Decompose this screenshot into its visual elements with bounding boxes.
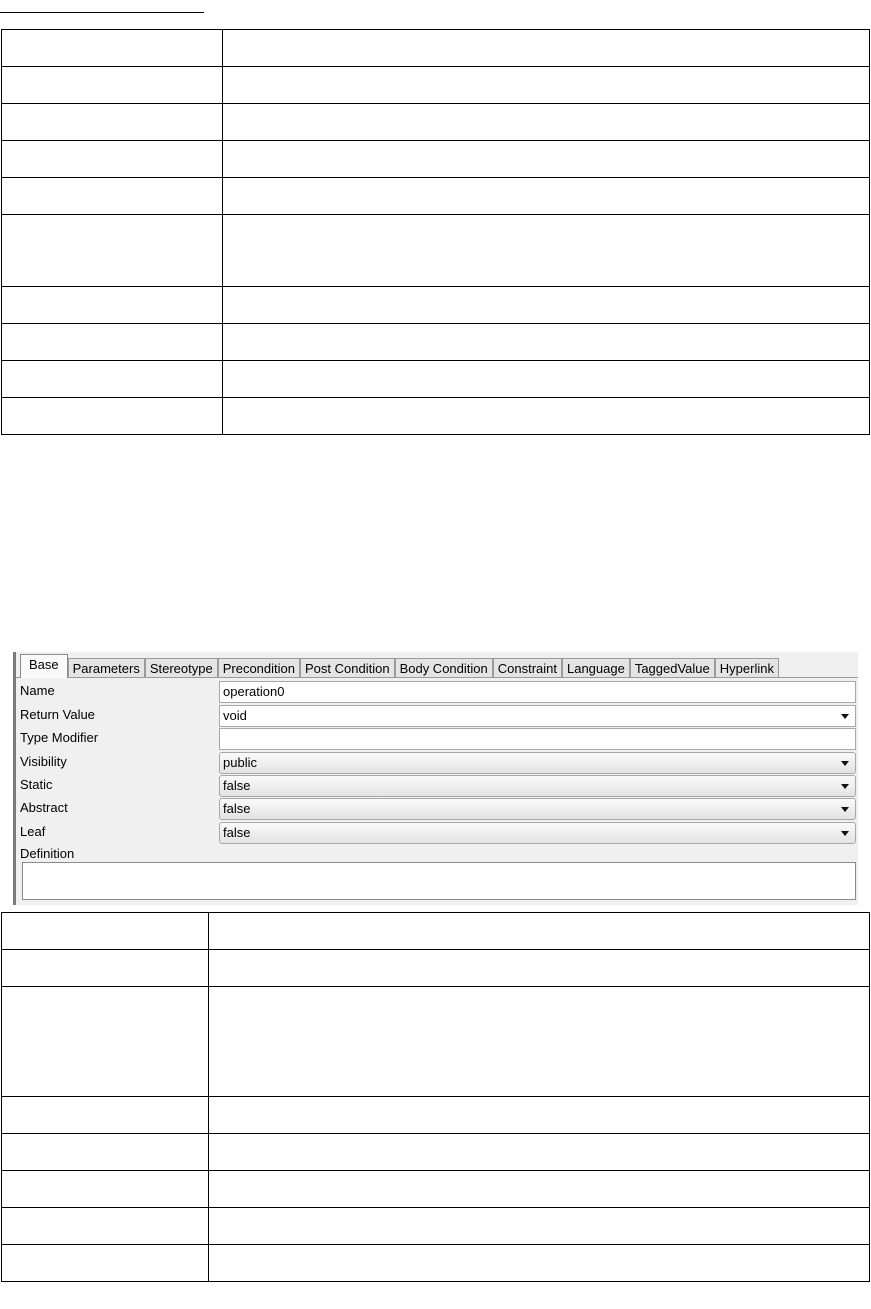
visibility-select[interactable] xyxy=(219,752,856,774)
definition-label: Definition xyxy=(20,846,75,861)
table-cell xyxy=(223,104,870,141)
table-cell xyxy=(223,178,870,215)
return-value-combo[interactable] xyxy=(219,705,856,727)
table-cell xyxy=(223,141,870,178)
table-cell xyxy=(2,987,209,1097)
name-input[interactable]: operation0 xyxy=(219,681,856,703)
table-cell xyxy=(2,1208,209,1245)
table-cell xyxy=(2,67,223,104)
table-cell xyxy=(2,361,223,398)
chevron-down-icon xyxy=(841,807,849,812)
table-cell xyxy=(209,1134,870,1171)
abstract-label: Abstract xyxy=(20,800,68,815)
tab-tagged-value[interactable]: TaggedValue xyxy=(630,658,715,678)
type-modifier-label: Type Modifier xyxy=(20,730,99,745)
tab-body-condition[interactable]: Body Condition xyxy=(395,658,493,678)
row-abstract xyxy=(18,797,856,820)
table-cell xyxy=(209,1245,870,1282)
tab-hyperlink[interactable]: Hyperlink xyxy=(715,658,779,678)
table-cell xyxy=(223,30,870,67)
tab-bar xyxy=(20,656,856,678)
table-cell xyxy=(223,324,870,361)
table-cell xyxy=(2,324,223,361)
tab-constraint[interactable]: Constraint xyxy=(493,658,562,678)
table-cell xyxy=(2,287,223,324)
document-table-1 xyxy=(1,29,870,435)
row-type-modifier xyxy=(18,727,856,750)
table-cell xyxy=(223,361,870,398)
return-value-text: void xyxy=(223,708,247,723)
tab-language[interactable]: Language xyxy=(562,658,630,678)
static-label: Static xyxy=(20,777,53,792)
operation-properties-panel xyxy=(13,652,858,905)
chevron-down-icon xyxy=(841,784,849,789)
table-cell xyxy=(223,215,870,287)
chevron-down-icon xyxy=(841,831,849,836)
table-cell xyxy=(223,398,870,435)
table-cell xyxy=(2,1134,209,1171)
type-modifier-input[interactable] xyxy=(219,728,856,750)
row-name xyxy=(18,680,856,703)
document-table-2 xyxy=(1,912,870,1282)
return-value-label: Return Value xyxy=(20,707,95,722)
abstract-select[interactable] xyxy=(219,798,856,820)
table-cell xyxy=(209,913,870,950)
table-cell xyxy=(2,398,223,435)
table-cell xyxy=(2,1097,209,1134)
leaf-value: false xyxy=(223,825,251,840)
tab-precondition[interactable]: Precondition xyxy=(218,658,300,678)
row-visibility xyxy=(18,751,856,774)
table-cell xyxy=(209,987,870,1097)
leaf-label: Leaf xyxy=(20,824,46,839)
tab-base[interactable]: Base xyxy=(20,654,68,678)
tab-post-condition[interactable]: Post Condition xyxy=(300,658,395,678)
table-cell xyxy=(209,1097,870,1134)
chevron-down-icon xyxy=(841,714,849,719)
tab-divider xyxy=(16,677,858,678)
row-static xyxy=(18,774,856,797)
static-value: false xyxy=(223,778,251,793)
heading-underline xyxy=(0,12,204,13)
row-leaf xyxy=(18,821,856,844)
tab-stereotype[interactable]: Stereotype xyxy=(145,658,218,678)
name-label: Name xyxy=(20,683,55,698)
table-cell xyxy=(209,1208,870,1245)
table-cell xyxy=(2,141,223,178)
table-cell xyxy=(2,178,223,215)
leaf-select[interactable] xyxy=(219,822,856,844)
definition-textarea[interactable] xyxy=(22,862,856,900)
table-cell xyxy=(223,287,870,324)
row-return-value xyxy=(18,704,856,727)
table-cell xyxy=(2,215,223,287)
table-cell xyxy=(2,30,223,67)
chevron-down-icon xyxy=(841,761,849,766)
table-cell xyxy=(2,950,209,987)
table-cell xyxy=(2,1245,209,1282)
table-cell xyxy=(223,67,870,104)
table-cell xyxy=(209,950,870,987)
table-cell xyxy=(2,913,209,950)
visibility-label: Visibility xyxy=(20,754,67,769)
static-select[interactable] xyxy=(219,775,856,797)
table-cell xyxy=(2,1171,209,1208)
tab-parameters[interactable]: Parameters xyxy=(68,658,145,678)
visibility-value: public xyxy=(223,755,257,770)
abstract-value: false xyxy=(223,801,251,816)
table-cell xyxy=(209,1171,870,1208)
table-cell xyxy=(2,104,223,141)
